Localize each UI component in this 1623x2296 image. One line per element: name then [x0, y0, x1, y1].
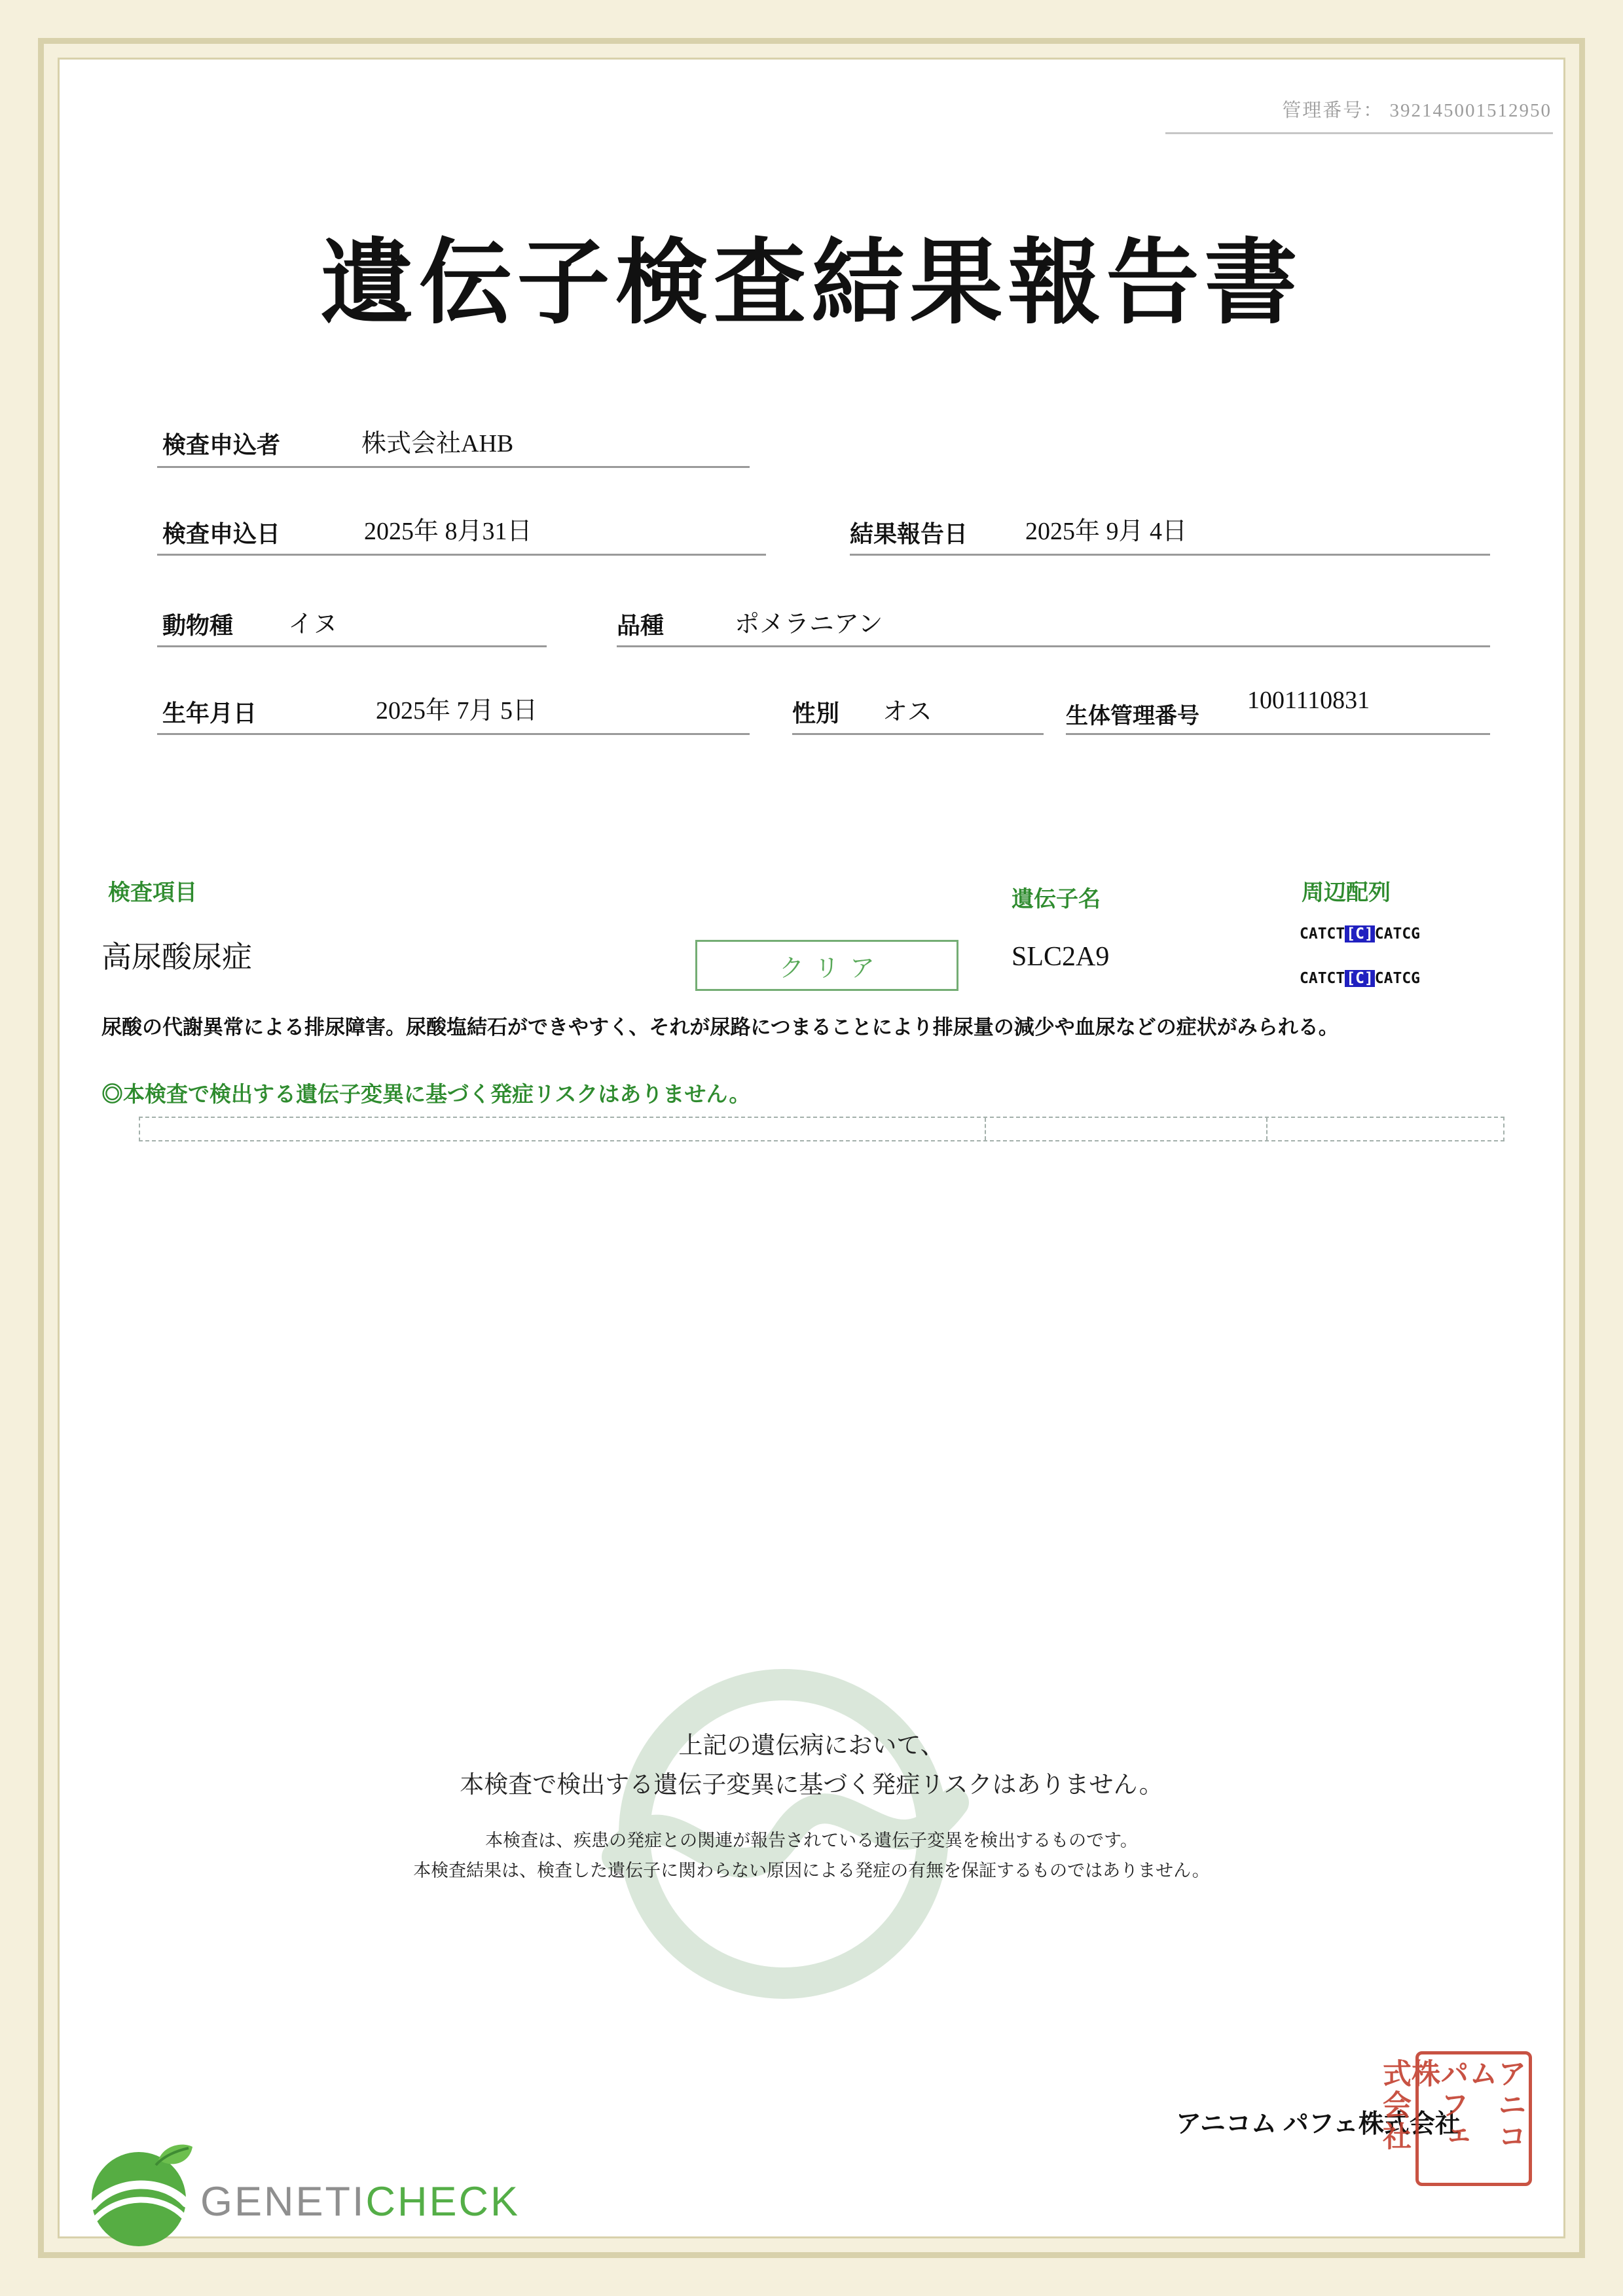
species-label: 動物種	[162, 613, 234, 639]
result-item-name: 高尿酸尿症	[101, 941, 252, 974]
result-sequence-line2	[1300, 970, 1420, 987]
species-underline	[157, 645, 547, 647]
control-number-label: 管理番号：	[1282, 100, 1384, 121]
company-seal-stamp	[1378, 2051, 1532, 2186]
birth-date-label: 生年月日	[162, 700, 257, 726]
summary-disclaimer-2: 本検査結果は、検査した遺伝子に関わらない原因による発症の有無を保証するものではありません。	[413, 1861, 1210, 1880]
apply-date-label: 検査申込日	[162, 521, 281, 547]
company-name: アニコム パフェ株式会社	[1176, 2110, 1461, 2138]
control-number-value: 392145001512950	[1389, 100, 1552, 121]
control-number	[1113, 96, 1552, 122]
summary-line-2: 本検査で検出する遺伝子変異に基づく発症リスクはありません。	[460, 1771, 1163, 1798]
seal-column-3: 式会社	[1378, 2058, 1410, 2153]
apply-date-underline	[157, 554, 766, 556]
seal-column-2: パフェ株	[1407, 2058, 1468, 2153]
animal-id-underline	[1066, 733, 1490, 735]
results-header-item: 検査項目	[108, 881, 197, 905]
empty-row-separator-2	[1266, 1118, 1267, 1140]
sex-label: 性別	[792, 700, 840, 726]
sequence1-suffix: CATCG	[1374, 925, 1421, 942]
control-number-underline	[1165, 132, 1553, 134]
results-header-gene: 遺伝子名	[1012, 888, 1101, 912]
results-header-sequence: 周辺配列	[1302, 881, 1391, 905]
birth-date-underline	[157, 733, 750, 735]
breed-underline	[617, 645, 1490, 647]
sequence2-prefix: CATCT	[1300, 970, 1345, 987]
result-status-label: クリア	[778, 954, 885, 982]
summary-disclaimer-1: 本検査は、疾患の発症との関連が報告されている遺伝子変異を検出するものです。	[485, 1831, 1138, 1850]
report-date-underline	[850, 554, 1490, 556]
applicant-value: 株式会社AHB	[361, 430, 514, 457]
summary-line-1: 上記の遺伝病において、	[678, 1732, 945, 1759]
apply-date-value: 2025年 8月31日	[364, 518, 532, 545]
breed-label: 品種	[617, 613, 665, 639]
applicant-label: 検査申込者	[162, 432, 281, 458]
sequence2-suffix: CATCG	[1374, 970, 1421, 987]
result-gene-name: SLC2A9	[1012, 942, 1110, 972]
animal-id-value: 1001110831	[1247, 687, 1370, 714]
result-sequence-line1	[1300, 925, 1420, 942]
birth-date-value: 2025年 7月 5日	[376, 697, 538, 725]
empty-result-row	[139, 1117, 1504, 1141]
page-title: 遺伝子検査結果報告書	[320, 232, 1303, 335]
logo-text-check: CHECK	[365, 2179, 520, 2225]
seal-column-1: アニコム	[1465, 2058, 1525, 2153]
sequence2-variant: [C]	[1346, 970, 1374, 987]
sequence1-variant: [C]	[1346, 925, 1374, 942]
species-value: イヌ	[288, 611, 338, 638]
result-description: 尿酸の代謝異常による排尿障害。尿酸塩結石ができやすく、それが尿路につまることにより排尿量の減少や血尿などの症状がみられる。	[101, 1016, 1339, 1039]
logo-text-geneti: GENETI	[200, 2179, 366, 2225]
sex-underline	[792, 733, 1044, 735]
sex-value: オス	[883, 698, 932, 726]
animal-id-label: 生体管理番号	[1066, 704, 1199, 728]
result-status-box	[695, 940, 958, 991]
report-date-label: 結果報告日	[850, 521, 968, 547]
geneticheck-logo-icon	[85, 2140, 195, 2250]
breed-value: ポメラニアン	[735, 611, 883, 638]
report-date-value: 2025年 9月 4日	[1025, 518, 1188, 545]
empty-row-separator-1	[985, 1118, 986, 1140]
applicant-underline	[157, 466, 750, 468]
geneticheck-logo-text	[200, 2178, 520, 2225]
sequence1-prefix: CATCT	[1300, 925, 1345, 942]
result-risk-note: ◎本検査で検出する遺伝子変異に基づく発症リスクはありません。	[101, 1083, 751, 1107]
